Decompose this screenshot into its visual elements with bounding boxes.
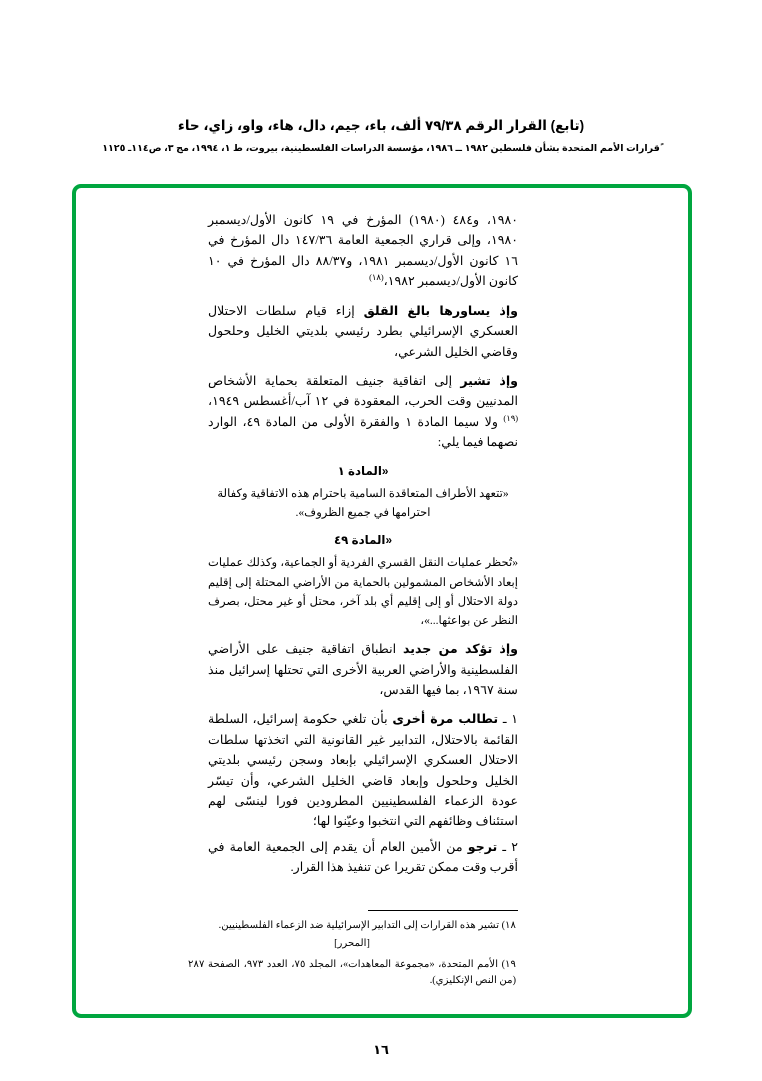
footnote-19-marker: ١٩): [501, 958, 516, 970]
green-border-frame: [72, 184, 692, 1018]
source-citation: ًقرارات الأمم المتحدة بشأن فلسطين ١٩٨٢ ــ ١٩٨٦، مؤسسة الدراسات الفلسطينية، بيروت، ط ١، ١٩٩٤، مج ٣، ص١١٤ـ ١١٢٥: [102, 143, 660, 154]
page-title: (تابع) القرار الرقم ٧٩/٣٨ ألف، باء، جيم، دال، هاء، واو، زاي، حاء: [177, 118, 585, 133]
operative-number: ١ ـ: [502, 712, 519, 727]
footnote-separator-rule: [368, 910, 518, 911]
footnotes-section: [188, 910, 518, 992]
article-1-text: «تتعهد الأطراف المتعاقدة السامية باحترام هذه الاتفاقية وكفالة احترامها في جميع الظروف».: [217, 486, 509, 520]
paragraph-text-tail: ولا سيما المادة ١ والفقرة الأولى من المادة ٤٩، الوارد نصهما فيما يلي:: [208, 414, 518, 450]
paragraph-text: إزاء قيام سلطات الاحتلال العسكري الإسرائيلي بطرد رئيسي بلديتي الخليل وحلحول وقاضي الخليل الشرعي،: [208, 303, 518, 359]
footnote-19-text: الأمم المتحدة، «مجموعة المعاهدات»، المجلد ٧٥، العدد ٩٧٣، الصفحة ٢٨٧ (من النص الإنكليزي).: [188, 958, 516, 987]
operative-paragraph-2: [208, 837, 518, 878]
page-header: [0, 118, 762, 154]
paragraph-lead: وإذ يساورها بالغ القلق: [363, 303, 518, 318]
article-49-text: «تُحظر عمليات النقل القسري الفردية أو الجماعية، وكذلك عمليات إبعاد الأشخاص المشمولين بالحماية من الأراضي المحتلة إلى إقليم دولة الاحتلال أو إلى إقليم أي بلد آخر، محتل أو غير محتل، بصرف النظر عن بواعثها...»،: [208, 556, 518, 628]
footnote-18: [188, 918, 518, 935]
footnote-18-text: تشير هذه القرارات إلى التدابير الإسرائيلية ضد الزعماء الفلسطينيين.: [218, 919, 500, 931]
paragraph-recalling-geneva: [208, 371, 518, 453]
paragraph-lead: وإذ تشير: [460, 373, 518, 388]
operative-number: ٢ ـ: [502, 839, 518, 854]
paragraph-text: إلى اتفاقية جنيف المتعلقة بحماية الأشخاص المدنيين وقت الحرب، المعقودة في ١٢ آب/أغسطس ١٩٤٩،: [208, 373, 519, 409]
paragraph-text: انطباق اتفاقية جنيف على الأراضي الفلسطينية والأراضي العربية الأخرى التي تحتلها إسرائيل منذ سنة ١٩٦٧، بما فيها القدس،: [208, 642, 518, 698]
article-49-block: [208, 531, 518, 630]
operative-paragraph-1: [208, 709, 518, 831]
article-49-heading: «المادة ٤٩: [333, 533, 393, 548]
footnote-18-marker: ١٨): [501, 919, 516, 931]
paragraph-resolution-dates: [208, 210, 518, 292]
operative-lead: ترجو: [467, 839, 498, 854]
paragraph-reaffirming-applicability: [208, 639, 518, 700]
article-1-block: [208, 462, 518, 523]
operative-text: من الأمين العام أن يقدم إلى الجمعية العامة في أقرب وقت ممكن تقريرا عن تنفيذ هذا القرار.: [208, 839, 518, 875]
article-1-heading: «المادة ١: [337, 463, 389, 478]
footnote-19: [188, 957, 518, 990]
footnote-marker-19: (١٩): [503, 413, 518, 423]
paragraph-lead: وإذ تؤكد من جديد: [403, 642, 519, 657]
footnote-marker-18: (١٨): [369, 273, 384, 283]
paragraph-grave-concern: [208, 301, 518, 362]
operative-lead: تطالب مرة أخرى: [392, 712, 499, 727]
operative-text: بأن تلغي حكومة إسرائيل، السلطة القائمة بالاحتلال، التدابير غير القانونية التي اتخذتها سلطات الاحتلال العسكري الإسرائيلي بإبعاد وسجن رئيسي بلديتي الخليل وحلحول وإبعاد قاضي الخليل الشرعي، وأن تيسّر عودة الزعماء الفلسطينيين المطرودين فورا لينسّى لهم استئناف وظائفهم التي انتخبوا وعيّنوا لها؛: [208, 712, 518, 829]
paragraph-text: ١٩٨٠، و٤٨٤ (١٩٨٠) المؤرخ في ١٩ كانون الأول/ديسمبر ١٩٨٠، وإلى قراري الجمعية العامة ١٤٧/٣٦ دال المؤرخ في ١٦ كانون الأول/ديسمبر ١٩٨١، و٨٨/٣٧ دال المؤرخ في ١٠ كانون الأول/ديسمبر ١٩٨٢،: [208, 213, 519, 289]
document-body: [208, 210, 518, 883]
footnote-18-editor-note: [المحرر]: [334, 938, 370, 950]
page-number: ١٦: [373, 1042, 389, 1057]
